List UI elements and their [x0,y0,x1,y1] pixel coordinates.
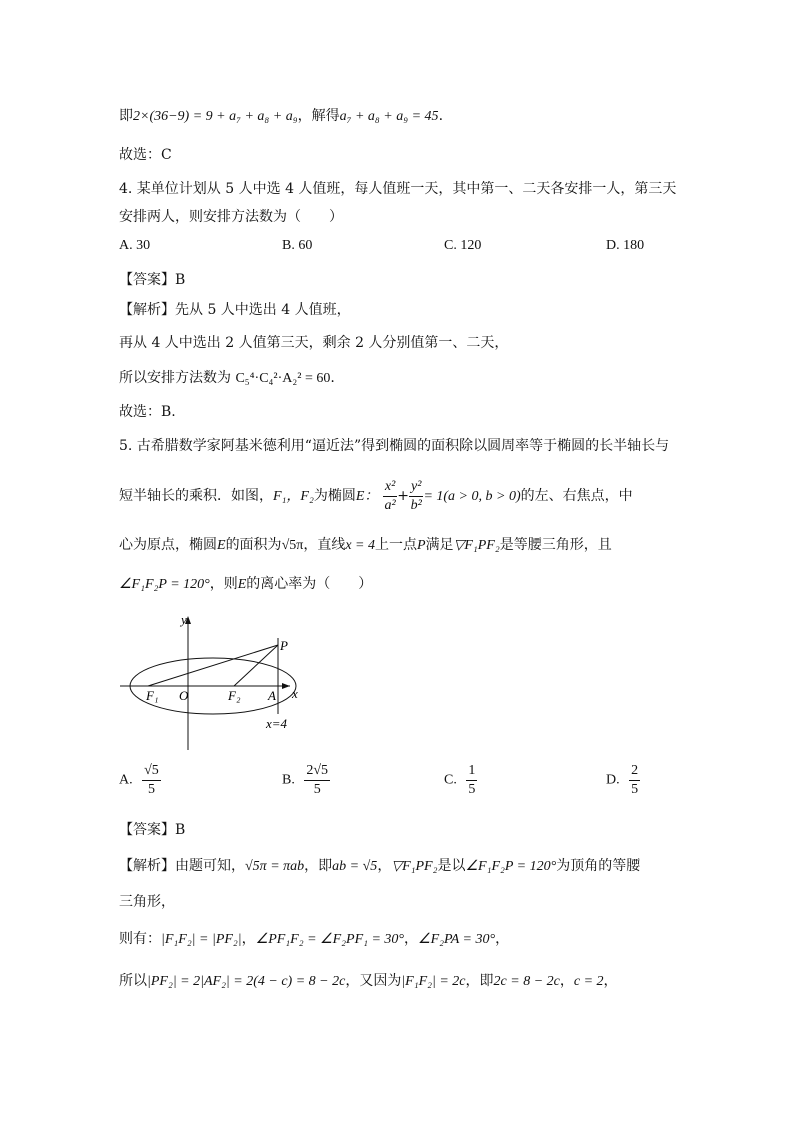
numerator: x² [383,478,397,497]
text: ， [603,973,618,989]
question-5-text [119,574,372,595]
formula: ∠F₁F₂P = 120° [465,859,557,874]
text: 为顶角的等腰 [556,858,641,874]
a-label: A [268,688,276,703]
analysis-line [119,368,335,389]
f1-label: F₁ [146,688,159,703]
segment-f2-p [234,645,278,686]
text: 满足 [425,537,454,553]
text: 即 [119,108,133,124]
text: ，直线 [303,537,346,553]
text: 上一点 [375,537,417,553]
option-letter: C. [444,772,457,788]
denominator: b² [410,497,422,513]
formula: ∠F₂PA = 30° [418,932,496,947]
fraction [466,762,477,799]
option-letter: A. [119,772,133,788]
formula: P [417,538,426,553]
fraction [142,762,161,799]
y-label: y [181,612,187,627]
choice-line: 故选：C [119,147,172,163]
text: 为椭圆 [313,488,356,504]
denominator: 5 [468,782,476,797]
text: ，即 [465,973,494,989]
answer-label: 【答案】B [119,822,186,838]
option-b: B. 60 [282,238,313,253]
text: 短半轴长的乘积．如图， [119,488,273,504]
formula: √5π = πab [245,859,305,874]
x-label: x [292,686,298,701]
text: ，则 [209,576,238,592]
equation-line [119,106,443,127]
denominator: a² [384,497,396,513]
question-4-text: 安排两人，则安排方法数为（ ） [119,209,343,225]
segment-f1-p [148,645,278,686]
text: ， [495,931,510,947]
fraction [629,762,640,799]
text: . [330,370,335,386]
analysis-line [119,971,618,992]
formula: a₇ + a₈ + a₉ = 45 [339,109,439,124]
option-d: D. 180 [606,238,645,253]
formula: C₅⁴·C₄²·A₂² = 60 [235,371,331,386]
analysis-line: 三角形， [119,894,175,910]
numerator: 2 [629,762,640,781]
numerator: 1 [466,762,477,781]
denominator: 5 [313,782,321,797]
formula: ▽F₁PF₂ [453,538,500,553]
formula: = 1(a > 0, b > 0) [423,489,521,504]
formula: |F₁F₂| = 2c [401,974,466,989]
text: ，即 [304,858,333,874]
text: 心为原点，椭圆 [119,537,217,553]
option-c [444,762,477,799]
text: 的离心率为（ ） [246,576,373,592]
f2-label: F₂ [228,688,241,703]
choice-line: 故选：B. [119,404,176,420]
x-axis-arrow [282,683,290,689]
fraction [304,762,330,799]
numerator: y² [409,478,423,497]
line-label: x=4 [266,716,288,731]
text: . [438,108,444,124]
option-a [119,762,161,799]
formula: x = 4 [345,538,375,553]
formula: ∠PF₁F₂ = ∠F₂PF₁ = 30° [255,932,405,947]
question-5-text: 5. 古希腊数学家阿基米德利用“逼近法”得到椭圆的面积除以圆周率等于椭圆的长半轴长与 [119,438,670,454]
formula: E： [355,489,379,504]
option-letter: B. [282,772,295,788]
denominator: 5 [147,782,155,797]
text: 所以安排方法数为 [119,370,231,386]
formula: ▽F₁PF₂ [391,859,438,874]
ellipse-figure [118,610,318,760]
option-d [606,762,640,799]
text: 是等腰三角形，且 [499,537,612,553]
formula: E [237,577,247,592]
analysis-line [119,856,640,877]
o-label: O [179,688,189,703]
option-letter: D. [606,772,620,788]
fraction [409,478,423,515]
formula: |F₁F₂| = |PF₂| [161,932,242,947]
formula: E [217,538,226,553]
formula: c = 2 [573,974,604,989]
text: 的左、右焦点，中 [520,488,633,504]
question-5-text: 短半轴长的乘积．如图，F₁，F₂为椭圆E： $\frac{\text{x²}}{\text{a²}}$ + $\frac{\text{y²}}{\text{b²}}$ = 1(a > 0, b > 0)的左、右焦点，中 [119,478,633,513]
numerator: 2√5 [304,762,330,781]
formula: √5π [281,538,304,553]
answer-label: 【答案】B [119,272,186,288]
formula: |PF₂| = 2|AF₂| = 2(4 − c) = 8 − 2c [147,974,346,989]
fraction [383,478,397,515]
text: ， [559,973,574,989]
text: ， [241,931,256,947]
p-label: P [280,638,288,653]
formula: F₁，F₂ [273,489,314,504]
text: ， [377,858,392,874]
formula: ab = √5 [332,859,378,874]
option-a: A. 30 [119,238,151,253]
analysis-line: 【解析】先从 5 人中选出 4 人值班， [119,302,351,318]
text: ，解得 [297,108,340,124]
denominator: 5 [631,782,639,797]
option-c: C. 120 [444,238,482,253]
numerator: √5 [142,762,161,781]
option-b [282,762,330,799]
formula: ∠F₁F₂P = 120° [119,577,210,592]
text: ， [404,931,419,947]
formula: 2c = 8 − 2c [493,974,560,989]
analysis-line [119,929,509,950]
analysis-line: 再从 4 人中选出 2 人值第三天，剩余 2 人分别值第一、二天， [119,335,509,351]
question-4-text: 4. 某单位计划从 5 人中选 4 人值班，每人值班一天，其中第一、二天各安排一人，第三天 [119,181,677,197]
text: 【解析】由题可知， [119,858,245,874]
text: ，又因为 [345,973,402,989]
text: 的面积为 [225,537,282,553]
question-5-text [119,535,612,556]
formula: 2×(36−9) = 9 + a₇ + a₈ + a₉ [133,109,298,124]
text: 是以 [437,858,466,874]
text: 则有： [119,931,161,947]
text: 所以 [119,973,147,989]
